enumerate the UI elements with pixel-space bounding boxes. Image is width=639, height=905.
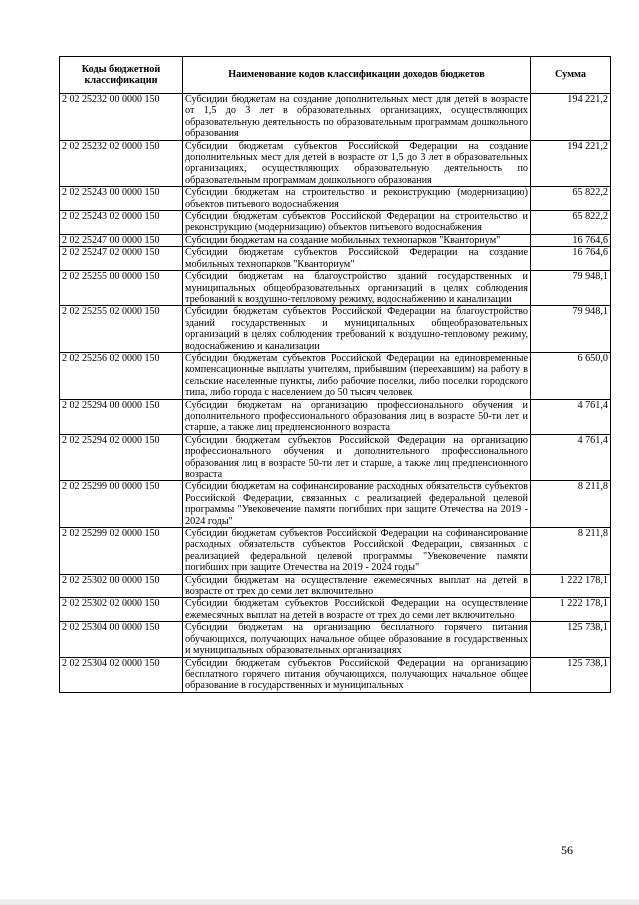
row-code: 2 02 25299 02 0000 150 bbox=[60, 528, 183, 575]
row-sum: 4 761,4 bbox=[531, 434, 611, 481]
row-name: Субсидии бюджетам субъектов Российской Федерации на строительство и реконструкцию (модернизацию) объектов питьевого водоснабжения bbox=[183, 211, 531, 235]
table-row bbox=[60, 234, 611, 246]
row-code: 2 02 25256 02 0000 150 bbox=[60, 352, 183, 399]
row-name: Субсидии бюджетам субъектов Российской Федерации на единовременные компенсационные выплаты учителям, прибывшим (переехавшим) на работу в сельские населенные пункты, либо рабочие поселки, либо поселки городского типа, либо города с населением до 50 тысяч человек bbox=[183, 352, 531, 399]
row-code: 2 02 25304 02 0000 150 bbox=[60, 657, 183, 692]
row-name: Субсидии бюджетам субъектов Российской Федерации на создание дополнительных мест для детей в возрасте от 1,5 до 3 лет в образовательных организациях, осуществляющих образовательную деятельность по образовательным программам дошкольного образования bbox=[183, 140, 531, 187]
table-row bbox=[60, 399, 611, 434]
row-code: 2 02 25232 02 0000 150 bbox=[60, 140, 183, 187]
row-sum: 8 211,8 bbox=[531, 528, 611, 575]
row-name: Субсидии бюджетам на создание мобильных технопарков "Кванториум" bbox=[183, 234, 531, 246]
table-row bbox=[60, 306, 611, 353]
row-sum: 194 221,2 bbox=[531, 94, 611, 141]
table-row bbox=[60, 528, 611, 575]
row-name: Субсидии бюджетам на создание дополнительных мест для детей в возрасте от 1,5 до 3 лет в образовательных организациях, осуществляющих образовательную деятельность по образовательным программам дошкольного образования bbox=[183, 94, 531, 141]
budget-revenue-table bbox=[59, 56, 611, 693]
row-code: 2 02 25304 00 0000 150 bbox=[60, 622, 183, 657]
row-sum: 125 738,1 bbox=[531, 622, 611, 657]
row-name: Субсидии бюджетам субъектов Российской Федерации на организацию бесплатного горячего питания обучающихся, получающих начальное общее образование в государственных и муниципальных bbox=[183, 657, 531, 692]
header-sum: Сумма bbox=[531, 57, 611, 94]
row-name: Субсидии бюджетам на софинансирование расходных обязательств субъектов Российской Федерации, связанных с реализацией федеральной целевой программы "Увековечение памяти погибших при защите Отечества на 2019 - 2024 годы" bbox=[183, 481, 531, 528]
header-code: Коды бюджетной классификации bbox=[60, 57, 183, 94]
row-sum: 16 764,6 bbox=[531, 234, 611, 246]
row-sum: 1 222 178,1 bbox=[531, 574, 611, 598]
row-name: Субсидии бюджетам на организацию бесплатного горячего питания обучающихся, получающих начальное общее образование в государственных и муниципальных образовательных организациях bbox=[183, 622, 531, 657]
table-row bbox=[60, 94, 611, 141]
row-code: 2 02 25255 02 0000 150 bbox=[60, 306, 183, 353]
row-sum: 1 222 178,1 bbox=[531, 598, 611, 622]
row-code: 2 02 25299 00 0000 150 bbox=[60, 481, 183, 528]
row-name: Субсидии бюджетам на строительство и реконструкцию (модернизацию) объектов питьевого водоснабжения bbox=[183, 187, 531, 211]
table-row bbox=[60, 481, 611, 528]
table-row bbox=[60, 622, 611, 657]
row-name: Субсидии бюджетам на благоустройство зданий государственных и муниципальных общеобразовательных организаций в целях соблюдения требований к воздушно-тепловому режиму, водоснабжению и канализации bbox=[183, 271, 531, 306]
row-code: 2 02 25243 00 0000 150 bbox=[60, 187, 183, 211]
row-name: Субсидии бюджетам субъектов Российской Федерации на создание мобильных технопарков "Кванториум" bbox=[183, 247, 531, 271]
table-row bbox=[60, 352, 611, 399]
row-name: Субсидии бюджетам субъектов Российской Федерации на организацию профессионального обучения и дополнительного профессионального образования лиц в возрасте 50-ти лет и старше, а также лиц предпенсионного возраста bbox=[183, 434, 531, 481]
row-name: Субсидии бюджетам субъектов Российской Федерации на благоустройство зданий государственных и муниципальных общеобразовательных организаций в целях соблюдения требований к воздушно-тепловому режиму, водоснабжению и канализации bbox=[183, 306, 531, 353]
row-sum: 79 948,1 bbox=[531, 306, 611, 353]
page-number: 56 bbox=[561, 843, 573, 857]
table-header-row bbox=[60, 57, 611, 94]
row-name: Субсидии бюджетам субъектов Российской Федерации на осуществление ежемесячных выплат на детей в возрасте от трех до семи лет включительно bbox=[183, 598, 531, 622]
table-row bbox=[60, 574, 611, 598]
table-row bbox=[60, 657, 611, 692]
table-row bbox=[60, 247, 611, 271]
row-code: 2 02 25232 00 0000 150 bbox=[60, 94, 183, 141]
table-row bbox=[60, 187, 611, 211]
row-sum: 194 221,2 bbox=[531, 140, 611, 187]
row-sum: 65 822,2 bbox=[531, 187, 611, 211]
row-code: 2 02 25294 00 0000 150 bbox=[60, 399, 183, 434]
row-sum: 16 764,6 bbox=[531, 247, 611, 271]
header-name: Наименование кодов классификации доходов бюджетов bbox=[183, 57, 531, 94]
row-code: 2 02 25302 02 0000 150 bbox=[60, 598, 183, 622]
row-name: Субсидии бюджетам на организацию профессионального обучения и дополнительного профессионального образования лиц в возрасте 50-ти лет и старше, а также лиц предпенсионного возраста bbox=[183, 399, 531, 434]
row-code: 2 02 25247 02 0000 150 bbox=[60, 247, 183, 271]
table-row bbox=[60, 211, 611, 235]
row-name: Субсидии бюджетам субъектов Российской Федерации на софинансирование расходных обязательств субъектов Российской Федерации, связанных с реализацией федеральной целевой программы "Увековечение памяти погибших при защите Отечества на 2019 - 2024 годы" bbox=[183, 528, 531, 575]
row-sum: 65 822,2 bbox=[531, 211, 611, 235]
table-row bbox=[60, 598, 611, 622]
row-sum: 125 738,1 bbox=[531, 657, 611, 692]
table-body bbox=[60, 94, 611, 693]
scan-edge bbox=[0, 899, 639, 905]
row-code: 2 02 25243 02 0000 150 bbox=[60, 211, 183, 235]
table-row bbox=[60, 271, 611, 306]
row-sum: 79 948,1 bbox=[531, 271, 611, 306]
row-code: 2 02 25255 00 0000 150 bbox=[60, 271, 183, 306]
row-sum: 4 761,4 bbox=[531, 399, 611, 434]
row-code: 2 02 25302 00 0000 150 bbox=[60, 574, 183, 598]
row-code: 2 02 25247 00 0000 150 bbox=[60, 234, 183, 246]
table-row bbox=[60, 140, 611, 187]
row-sum: 8 211,8 bbox=[531, 481, 611, 528]
row-code: 2 02 25294 02 0000 150 bbox=[60, 434, 183, 481]
row-name: Субсидии бюджетам на осуществление ежемесячных выплат на детей в возрасте от трех до семи лет включительно bbox=[183, 574, 531, 598]
row-sum: 6 650,0 bbox=[531, 352, 611, 399]
table-row bbox=[60, 434, 611, 481]
